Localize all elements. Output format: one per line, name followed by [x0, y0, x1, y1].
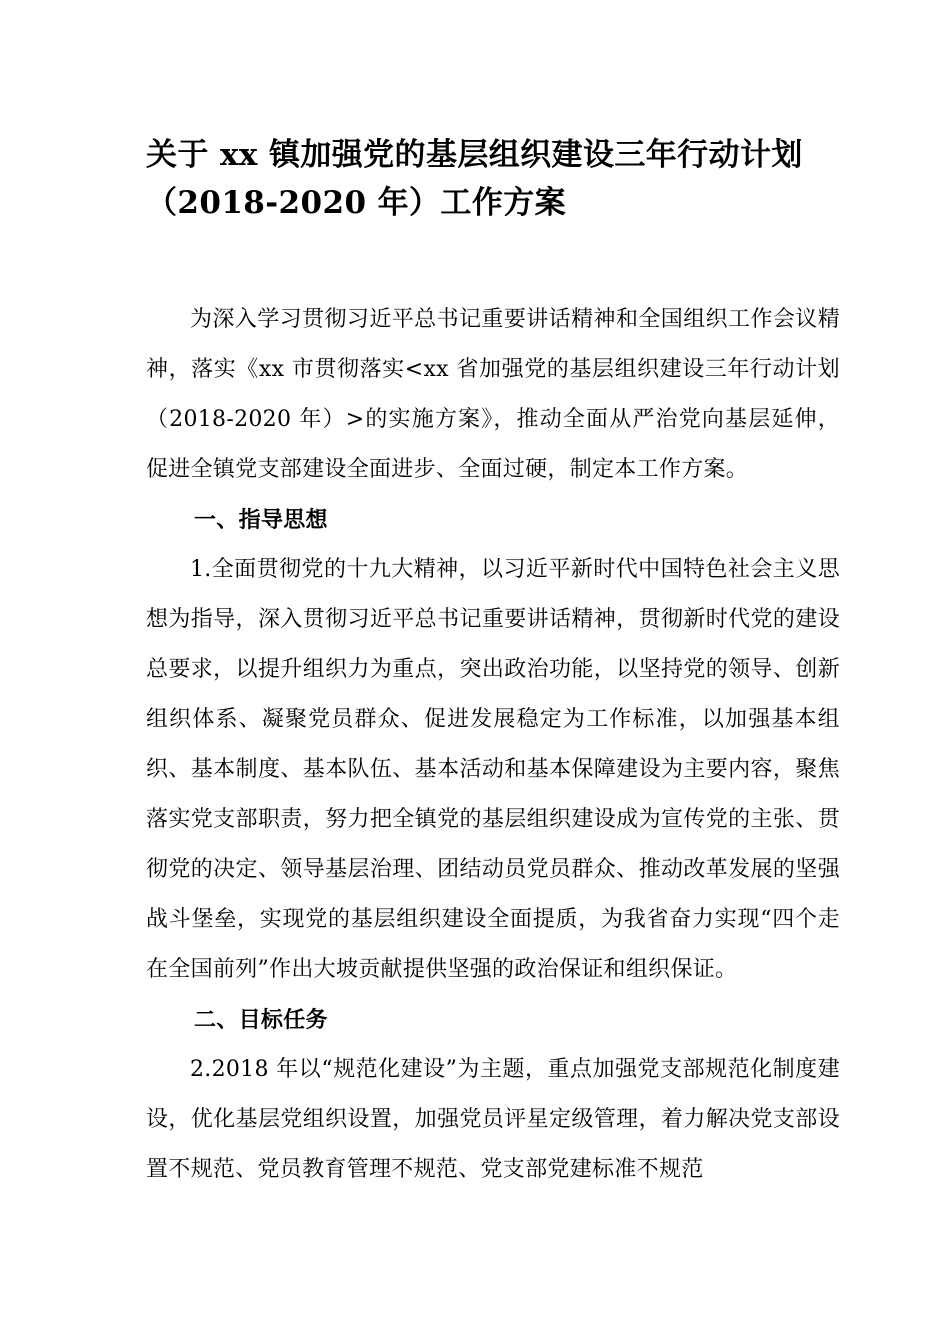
section-heading-guiding-ideology: 一、指导思想 [194, 507, 328, 533]
intro-paragraph: 为深入学习贯彻习近平总书记重要讲话精神和全国组织工作会议精神，落实《xx 市贯彻落实<xx 省加强党的基层组织建设三年行动计划（2018-2020 年）>的实施方案》，推动全面从严治党向基层延伸，促进全镇党支部建设全面进步、全面过硬，制定本工作方案。 [146, 307, 840, 482]
section-1-paragraph: 1.全面贯彻党的十九大精神，以习近平新时代中国特色社会主义思想为指导，深入贯彻习近平总书记重要讲话精神，贯彻新时代党的建设总要求，以提升组织力为重点，突出政治功能，以坚持党的领导、创新组织体系、凝聚党员群众、促进发展稳定为工作标准，以加强基本组织、基本制度、基本队伍、基本活动和基本保障建设为主要内容，聚焦落实党支部职责，努力把全镇党的基层组织建设成为宣传党的主张、贯彻党的决定、领导基层治理、团结动员党员群众、推动改革发展的坚强战斗堡垒，实现党的基层组织建设全面提质，为我省奋力实现“四个走在全国前列”作出大坡贡献提供坚强的政治保证和组织保证。 [146, 557, 840, 982]
section-heading-goals-tasks: 二、目标任务 [194, 1007, 328, 1033]
section-2-paragraph: 2.2018 年以“规范化建设”为主题，重点加强党支部规范化制度建设，优化基层党组织设置，加强党员评星定级管理，着力解决党支部设置不规范、党员教育管理不规范、党支部党建标准不规范 [146, 1057, 840, 1182]
document-body [146, 295, 840, 1195]
document-title [146, 131, 840, 227]
title-line-1: 关于 xx 镇加强党的基层组织建设三年行动计划 [146, 137, 803, 173]
title-line-2: （2018-2020 年）工作方案 [146, 185, 567, 221]
